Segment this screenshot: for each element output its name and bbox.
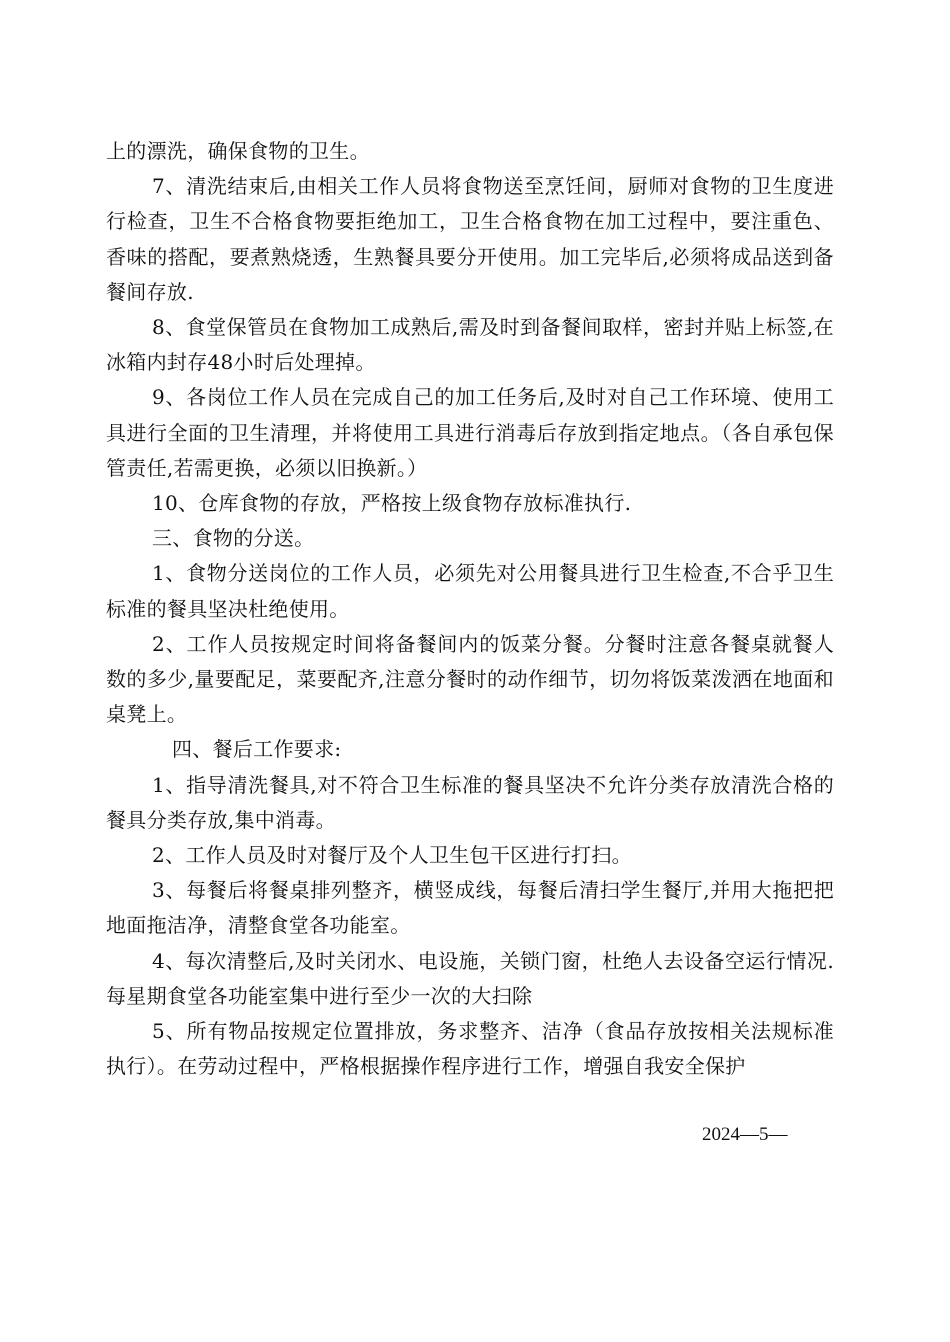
paragraph-item-9: 9、各岗位工作人员在完成自己的加工任务后,及时对自己工作环境、使用工具进行全面的卫生清理，并将使用工具进行消毒后存放到指定地点。（各自承包保管责任,若需更换，必须以旧换新。） bbox=[106, 385, 834, 480]
paragraph-after-meal-3: 3、每餐后将餐桌排列整齐，横竖成线，每餐后清扫学生餐厅,并用大拖把把地面拖洁净，清整食堂各功能室。 bbox=[106, 878, 834, 938]
document-date: 2024—5— bbox=[702, 1124, 788, 1145]
paragraph-item-8: 8、食堂保管员在食物加工成熟后,需及时到备餐间取样，密封并贴上标签,在冰箱内封存48小时后处理掉。 bbox=[106, 315, 834, 375]
paragraph-after-meal-5: 5、所有物品按规定位置排放，务求整齐、洁净（食品存放按相关法规标准执行）。在劳动过程中，严格根据操作程序进行工作，增强自我安全保护 bbox=[106, 1019, 834, 1079]
paragraph-after-meal-1: 1、指导清洗餐具,对不符合卫生标准的餐具坚决不允许分类存放清洗合格的餐具分类存放,集中消毒。 bbox=[106, 772, 834, 832]
paragraph-after-meal-2: 2、工作人员及时对餐厅及个人卫生包干区进行打扫。 bbox=[152, 843, 632, 868]
paragraph-after-meal-4: 4、每次清整后,及时关闭水、电设施，关锁门窗，杜绝人去设备空运行情况.每星期食堂各功能室集中进行至少一次的大扫除 bbox=[106, 948, 834, 1008]
paragraph-distribution-2: 2、工作人员按规定时间将备餐间内的饭菜分餐。分餐时注意各餐桌就餐人数的多少,量要配足，菜要配齐,注意分餐时的动作细节，切勿将饭菜泼洒在地面和桌凳上。 bbox=[106, 631, 834, 727]
paragraph-distribution-1: 1、食物分送岗位的工作人员，必须先对公用餐具进行卫生检查,不合乎卫生标准的餐具坚决杜绝使用。 bbox=[106, 561, 834, 621]
section-heading-food-distribution: 三、食物的分送。 bbox=[152, 526, 315, 551]
section-heading-after-meal: 四、餐后工作要求: bbox=[172, 737, 342, 762]
paragraph-continuation: 上的漂洗，确保食物的卫生。 bbox=[106, 139, 370, 163]
document-body bbox=[106, 134, 834, 1084]
paragraph-item-7: 7、清洗结束后,由相关工作人员将食物送至烹饪间，厨师对食物的卫生度进行检查，卫生不合格食物要拒绝加工，卫生合格食物在加工过程中，要注重色、香味的搭配，要煮熟烧透，生熟餐具要分开使用。加工完毕后,必须将成品送到备餐间存放. bbox=[106, 174, 834, 304]
paragraph-item-10: 10、仓库食物的存放，严格按上级食物存放标准执行. bbox=[152, 491, 632, 516]
